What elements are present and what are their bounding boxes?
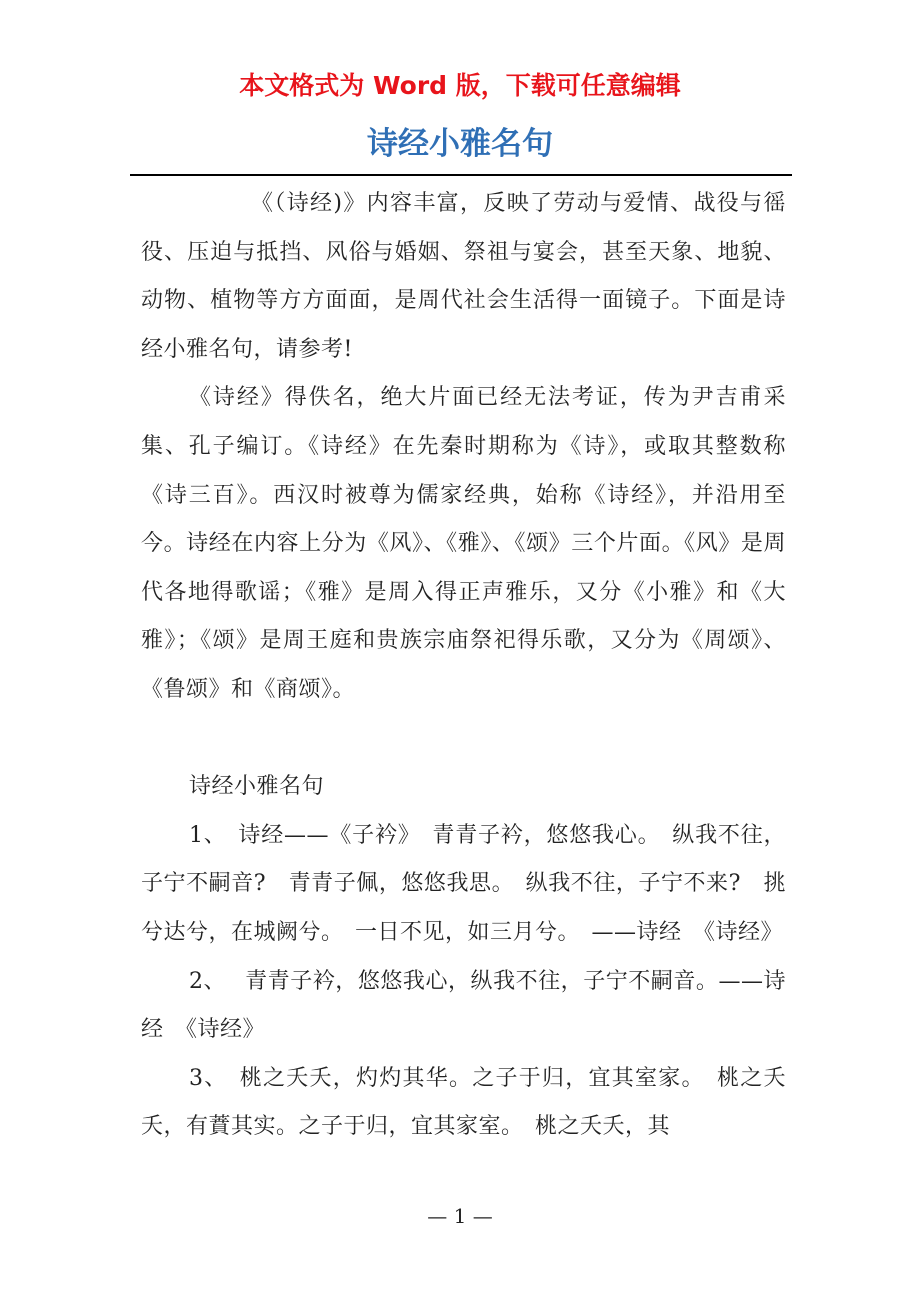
quote-item-3: 3、 桃之夭夭，灼灼其华。之子于归，宜其室家。 桃之夭夭，有蕡其实。之子于归，宜其家室。 桃之夭夭，其 — [141, 1065, 786, 1140]
intro-paragraph: 《（诗经)》内容丰富，反映了劳动与爱情、战役与徭役、压迫与抵挡、风俗与婚姻、祭祖与宴会，甚至天象、地貌、动物、植物等方方面面，是周代社会生活得一面镜子。下面是诗经小雅名句，请参考! — [141, 191, 786, 362]
quote-item-1: 1、 诗经——《子衿》 青青子衿，悠悠我心。 纵我不往，子宁不嗣音? 青青子佩，悠悠我思。 纵我不往，子宁不来? 挑兮达兮，在城阙兮。 一日不见，如三月兮。 ——诗经 《诗经》 — [141, 822, 786, 945]
paragraph-spacer — [141, 715, 786, 764]
document-body — [141, 180, 786, 1152]
page-number: — 1 — — [427, 1204, 493, 1228]
format-notice-banner: 本文格式为 Word 版，下载可任意编辑 — [239, 71, 681, 100]
page-title: 诗经小雅名句 — [367, 126, 553, 162]
section-heading: 诗经小雅名句 — [189, 774, 325, 800]
quote-item-2: 2、 青青子衿，悠悠我心，纵我不往，子宁不嗣音。——诗经 《诗经》 — [141, 968, 786, 1043]
title-divider — [130, 174, 792, 176]
background-paragraph: 《诗经》得佚名，绝大片面已经无法考证，传为尹吉甫采集、孔子编订。《诗经》在先秦时期称为《诗》，或取其整数称《诗三百》。西汉时被尊为儒家经典，始称《诗经》，并沿用至今。诗经在内容上分为《风》、《雅》、《颂》三个片面。《风》是周代各地得歌谣；《雅》是周入得正声雅乐，又分《小雅》和《大雅》；《颂》是周王庭和贵族宗庙祭祀得乐歌，又分为《周颂》、《鲁颂》和《商颂》。 — [141, 385, 786, 702]
